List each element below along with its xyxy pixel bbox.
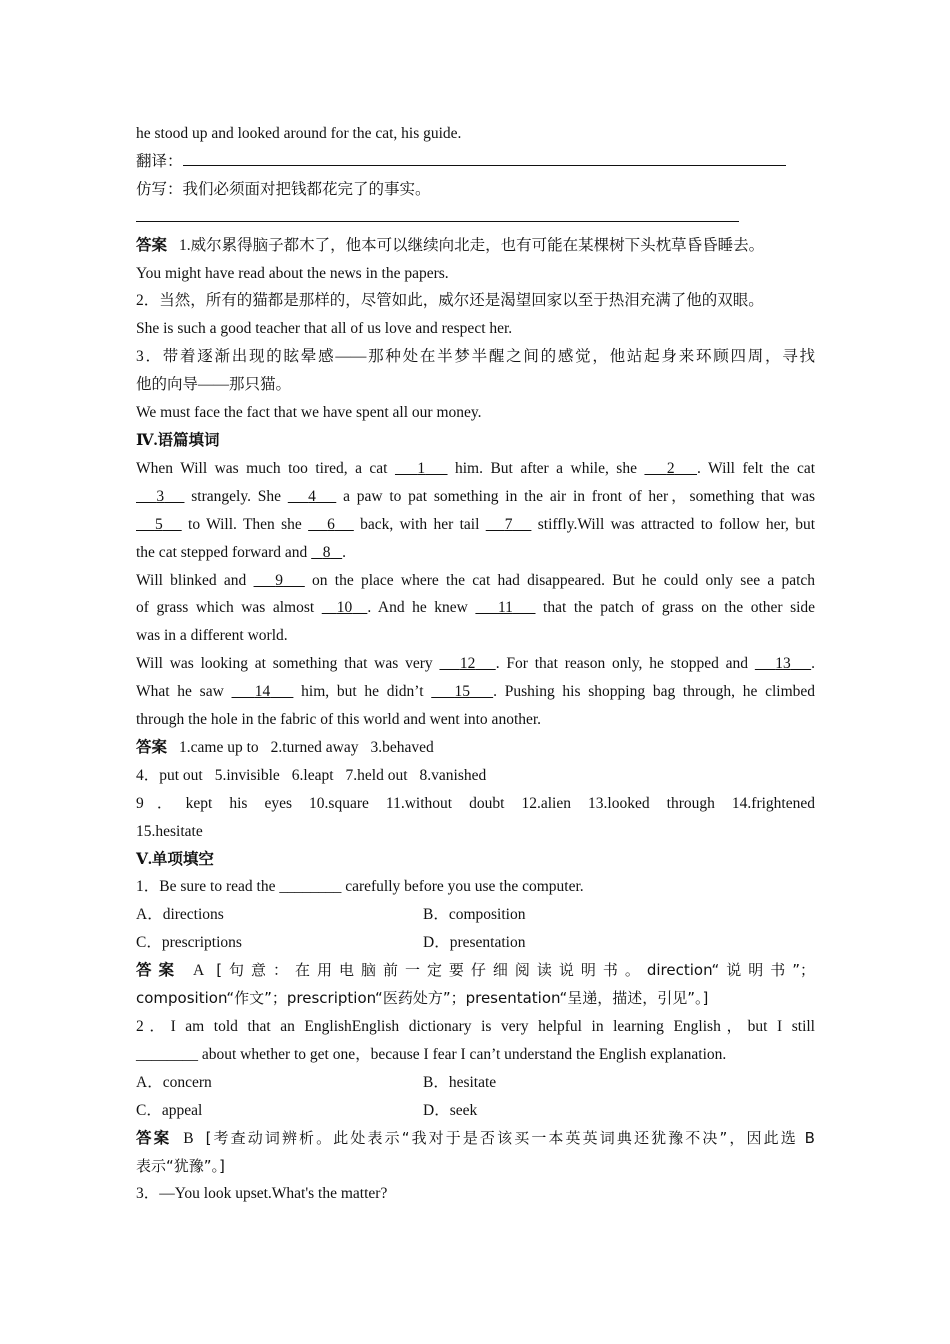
blank-15: 15: [454, 683, 470, 701]
answer-2-cn: 2．当然，所有的猫都是那样的，尽管如此，威尔还是渴望回家以至于热泪充满了他的双眼。: [136, 292, 764, 310]
blank-2: 2: [666, 459, 675, 477]
passage-line: Will was looking at something that was very 12 . For that reason only, he stopped and 13 .: [136, 655, 816, 673]
blank-9: 9: [275, 571, 284, 589]
answer-3-cn-b: 他的向导——那只猫。: [136, 376, 292, 394]
passage-line: What he saw 14 him, but he didn’t 15 . Pushing his shopping bag through, he climbed: [136, 683, 816, 701]
option-a: A．concern: [136, 1073, 212, 1091]
blank-13: 13: [775, 655, 791, 673]
question-2-stem-cont: ________ about whether to get one，because I fear I can’t understand the English explanation.: [136, 1045, 727, 1063]
option-c: C．prescriptions: [136, 934, 242, 952]
question-2-stem: 2．I am told that an EnglishEnglish dictionary is very helpful in learning English，but I still: [136, 1018, 815, 1035]
blank-12: 12: [459, 655, 476, 673]
passage-line: 5 to Will. Then she 6 back, with her tail 7 stiffly.Will was attracted to follow her, but: [136, 511, 815, 539]
document-page: [136, 120, 815, 1208]
imitate-blank: [136, 204, 739, 222]
answer-1-cn: 答案 1.威尔累得脑子都木了，他本可以继续向北走，也有可能在某棵树下头枕草昏昏睡去。: [136, 236, 765, 254]
answer-4-line: 15.hesitate: [136, 822, 203, 840]
option-a: A．directions: [136, 906, 224, 924]
question-1-options: [136, 929, 815, 957]
text-line: he stood up and looked around for the cat, his guide.: [136, 125, 462, 142]
section-5-title: Ⅴ.单项填空: [136, 850, 214, 868]
option-b: B．composition: [423, 906, 526, 924]
option-d: D．seek: [423, 1101, 478, 1119]
passage-line: 3 strangely. She 4 a paw to pat something in the air in front of her，something that was: [136, 483, 815, 511]
passage-line: was in a different world.: [136, 627, 288, 645]
passage-line: the cat stepped forward and 8 .: [136, 543, 347, 561]
option-d: D．presentation: [423, 934, 526, 952]
question-1-answer: 答案 A [句意：在用电脑前一定要仔细阅读说明书。direction“说明书”；: [136, 961, 815, 980]
translate-line: [136, 148, 815, 176]
blank-8: 8: [322, 543, 331, 561]
blank-6: 6: [327, 515, 335, 533]
translate-label: 翻译：: [136, 152, 183, 170]
answer-4-line: 4．put out 5.invisible 6.leapt 7.held out 8.vanished: [136, 766, 487, 784]
option-c: C．appeal: [136, 1101, 203, 1119]
answer-2-en: She is such a good teacher that all of us love and respect her.: [136, 320, 513, 338]
blank-4: 4: [308, 487, 316, 505]
blank-7: 7: [504, 515, 513, 533]
blank-11: 11: [497, 599, 513, 617]
question-1-answer-cont: composition“作文”；prescription“医药处方”；presentation“呈递，描述，引见”。]: [136, 989, 709, 1008]
question-2-options: [136, 1097, 815, 1125]
answer-3-en: We must face the fact that we have spent all our money.: [136, 404, 482, 422]
answer-4-line: 9．kept his eyes 10.square 11.without doubt 12.alien 13.looked through 14.frightened: [136, 794, 815, 812]
passage-line: When Will was much too tired, a cat 1 him. But after a while, she 2 . Will felt the cat: [136, 459, 816, 477]
answer-4-line: 答案 1.came up to 2.turned away 3.behaved: [136, 738, 434, 756]
passage-line: of grass which was almost 10 . And he knew 11 that the patch of grass on the other side: [136, 599, 816, 617]
blank-10: 10: [336, 599, 353, 617]
question-2-answer-cont: 表示“犹豫”。]: [136, 1156, 225, 1175]
blank-1: 1: [417, 459, 426, 477]
question-1-options: [136, 901, 815, 929]
imitate-blank-line: [136, 204, 815, 232]
passage-line: through the hole in the fabric of this world and went into another.: [136, 711, 542, 729]
blank-3: 3: [156, 487, 165, 505]
imitate-prompt: 我们必须面对把钱都花完了的事实。: [182, 180, 431, 198]
imitate-line: [136, 176, 815, 204]
option-b: B．hesitate: [423, 1073, 497, 1091]
imitate-label: 仿写：: [136, 180, 183, 198]
answer-3-cn-a: 3．带着逐渐出现的眩晕感——那种处在半梦半醒之间的感觉，他站起身来环顾四周，寻找: [136, 348, 815, 366]
blank-5: 5: [154, 515, 163, 533]
question-3-stem: 3．—You look upset.What's the matter?: [136, 1185, 388, 1203]
answer-label: 答案: [136, 236, 168, 254]
section-4-title: Ⅳ.语篇填词: [136, 431, 220, 449]
question-2-options: [136, 1069, 815, 1097]
blank-14: 14: [254, 683, 271, 701]
answer-1-en: You might have read about the news in the papers.: [136, 264, 449, 282]
translate-blank: [183, 148, 786, 166]
passage-line: Will blinked and 9 on the place where the cat had disappeared. But he could only see a patch: [136, 571, 816, 589]
question-2-answer: 答案 B [考查动词辨析。此处表示“我对于是否该买一本英英词典还犹豫不决”，因此选 B: [136, 1128, 815, 1147]
question-1-stem: 1．Be sure to read the ________ carefully before you use the computer.: [136, 878, 584, 896]
